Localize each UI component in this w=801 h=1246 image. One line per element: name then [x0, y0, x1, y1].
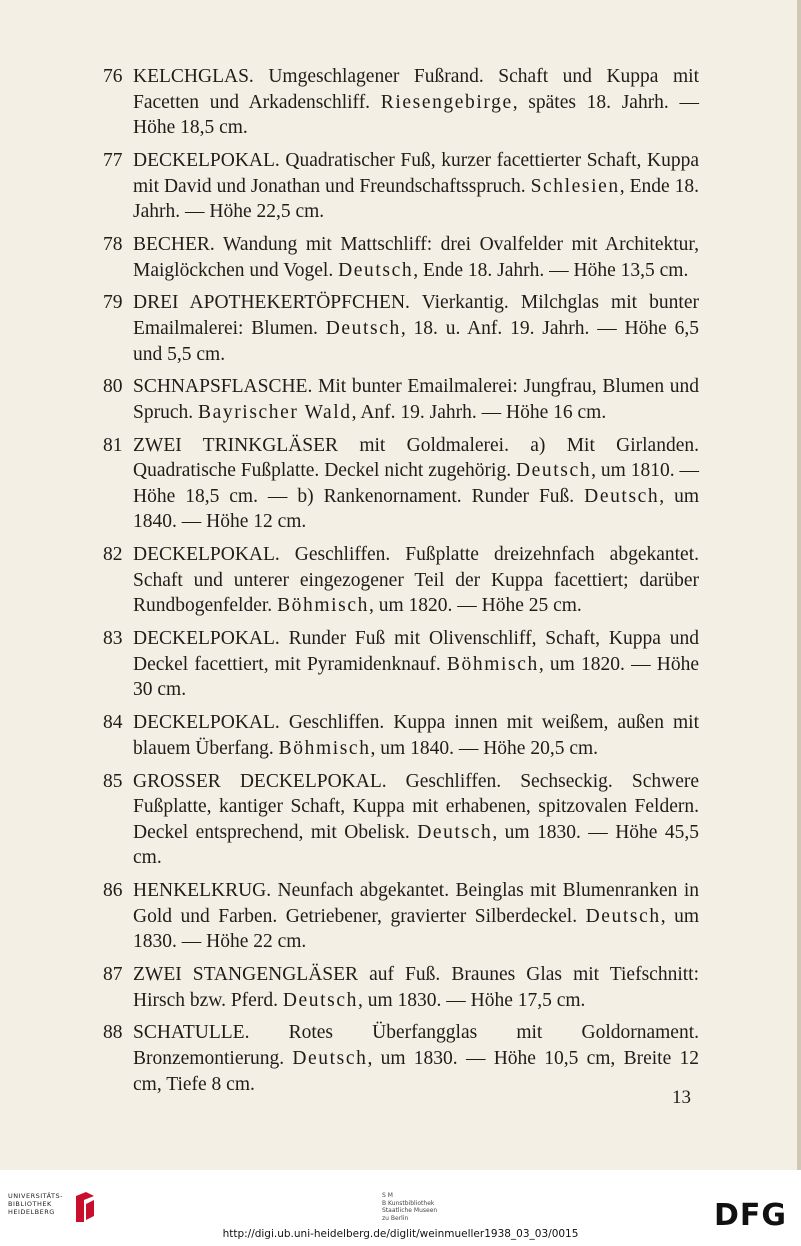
entry-text: , um 1830. — Höhe 45,5 cm. [133, 821, 700, 869]
entry-origin: Deutsch [338, 259, 414, 281]
catalog-entry [103, 1020, 699, 1097]
catalog-entry [103, 878, 699, 955]
entry-number: 83 [103, 628, 123, 650]
entry-text: , um 1820. — Höhe 30 cm. [133, 653, 699, 701]
entry-text: , Ende 18. Jahrh. — Höhe 22,5 cm. [133, 175, 699, 223]
kunstbibliothek-stamp: S M B Kunstbibliothek Staatliche Museen zu Berlin [382, 1192, 438, 1222]
entry-origin: Deutsch [282, 989, 358, 1011]
entry-number: 76 [103, 66, 123, 87]
entry-origin: Deutsch [585, 905, 661, 927]
entry-text: HENKELKRUG. Neunfach abgekantet. Beinglas mit Blumenranken in Gold und Farben. Getriebener, gravierter Silberdeckel. [133, 880, 699, 927]
entry-origin: Bayrischer Wald [198, 401, 352, 423]
entry-number: 80 [103, 376, 123, 398]
entry-origin: Böhmisch [278, 737, 371, 759]
entry-origin: Deutsch [292, 1048, 368, 1070]
entry-origin: Deutsch [417, 821, 493, 843]
entry-text: , Anf. 19. Jahrh. — Höhe 16 cm. [351, 401, 607, 423]
entry-text: DREI APOTHEKERTÖPFCHEN. Vierkantig. Milchglas mit bunter Emailmalerei: Blumen. [133, 292, 699, 339]
catalog-entry [103, 542, 699, 619]
entry-text: DECKELPOKAL. Runder Fuß mit Olivenschliff, Schaft, Kuppa und Deckel facettiert, mit Pyramidenknauf. [133, 628, 699, 675]
entry-number: 78 [103, 233, 123, 255]
catalog-entry [103, 232, 699, 283]
entry-number: 87 [103, 964, 123, 986]
catalog-entry [103, 962, 699, 1013]
entry-text: , um 1840. — Höhe 20,5 cm. [370, 737, 599, 759]
entry-number: 84 [103, 712, 123, 734]
university-library-name: UNIVERSITÄTS- BIBLIOTHEK HEIDELBERG [8, 1192, 63, 1216]
entry-text: KELCHGLAS. Umgeschlagener Fußrand. Schaft und Kuppa mit Facetten und Arkadenschliff. [133, 66, 699, 113]
catalog-entry [103, 64, 699, 141]
entry-number: 85 [103, 770, 123, 792]
entry-text: DECKELPOKAL. Quadratischer Fuß, kurzer facettierter Schaft, Kuppa mit David und Jonathan und Freundschaftsspruch. [133, 149, 699, 197]
entry-text: , Ende 18. Jahrh. — Höhe 13,5 cm. [413, 259, 689, 281]
entry-text: ZWEI TRINKGLÄSER mit Goldmalerei. a) Mit Girlanden. Quadratische Fußplatte. Deckel nicht zugehörig. [133, 434, 699, 482]
catalog-entry [103, 290, 699, 367]
entry-text: , 18. u. Anf. 19. Jahrh. — Höhe 6,5 und 5,5 cm. [133, 317, 699, 365]
entry-origin: Schlesien [530, 175, 620, 197]
entry-origin: Deutsch [584, 485, 660, 507]
catalog-entry [103, 626, 699, 703]
entry-origin: Riesengebirge [380, 91, 513, 113]
entry-origin: Böhmisch [277, 595, 369, 617]
catalog-entry [103, 374, 699, 425]
entry-text: , um 1830. — Höhe 10,5 cm, Breite 12 cm, Tiefe 8 cm. [133, 1048, 699, 1095]
entry-text: SCHATULLE. Rotes Überfangglas mit Goldornament. Bronzemontierung. [133, 1022, 699, 1070]
entry-text: DECKELPOKAL. Geschliffen. Kuppa innen mit weißem, außen mit blauem Überfang. [133, 712, 699, 759]
catalog-entries [103, 64, 699, 1104]
dfg-logo[interactable]: DFG [714, 1198, 788, 1233]
catalog-entry [103, 769, 699, 871]
page-edge [797, 0, 801, 1170]
entry-origin: Deutsch [325, 317, 401, 339]
entry-text: BECHER. Wandung mit Mattschliff: drei Ovalfelder mit Architektur, Maiglöckchen und Vogel. [133, 233, 699, 281]
catalog-entry [103, 148, 699, 225]
entry-text: , um 1830. — Höhe 22 cm. [133, 905, 700, 953]
entry-origin: Deutsch [516, 460, 592, 482]
heidelberg-university-library-logo[interactable] [8, 1190, 100, 1230]
entry-origin: Böhmisch [446, 653, 539, 675]
entry-number: 88 [103, 1022, 123, 1044]
catalog-entry [103, 710, 699, 761]
page-number: 13 [672, 1087, 691, 1108]
entry-text: , spätes 18. Jahrh. — Höhe 18,5 cm. [133, 91, 699, 139]
entry-text: DECKELPOKAL. Geschliffen. Fußplatte dreizehnfach abgekantet. Schaft und unterer eingezogener Teil der Kuppa facettiert; darüber Rundbogenfelder. [133, 544, 699, 617]
entry-text: , um 1840. — Höhe 12 cm. [133, 485, 699, 533]
library-emblem-icon [72, 1190, 98, 1224]
permalink-url[interactable]: http://digi.ub.uni-heidelberg.de/diglit/weinmueller1938_03_03/0015 [222, 1228, 579, 1240]
entry-text: , um 1830. — Höhe 17,5 cm. [357, 989, 586, 1011]
catalog-entry [103, 433, 699, 535]
entry-text: SCHNAPSFLASCHE. Mit bunter Emailmalerei: Jungfrau, Blumen und Spruch. [133, 376, 699, 423]
entry-text: ZWEI STANGENGLÄSER auf Fuß. Braunes Glas mit Tiefschnitt: Hirsch bzw. Pferd. [133, 964, 699, 1011]
entry-number: 79 [103, 292, 123, 314]
entry-number: 82 [103, 544, 123, 566]
entry-text: , um 1820. — Höhe 25 cm. [368, 595, 582, 617]
entry-number: 77 [103, 149, 123, 171]
entry-number: 86 [103, 880, 123, 902]
entry-text: GROSSER DECKELPOKAL. Geschliffen. Sechseckig. Schwere Fußplatte, kantiger Schaft, Kuppa mit erhabenen, spitzovalen Feldern. Deckel entsprechend, mit Obelisk. [133, 770, 699, 843]
entry-number: 81 [103, 434, 123, 456]
entry-text: , um 1810. — Höhe 18,5 cm. — b) Rankenornament. Runder Fuß. [133, 460, 699, 507]
footer-bar [0, 1170, 801, 1246]
